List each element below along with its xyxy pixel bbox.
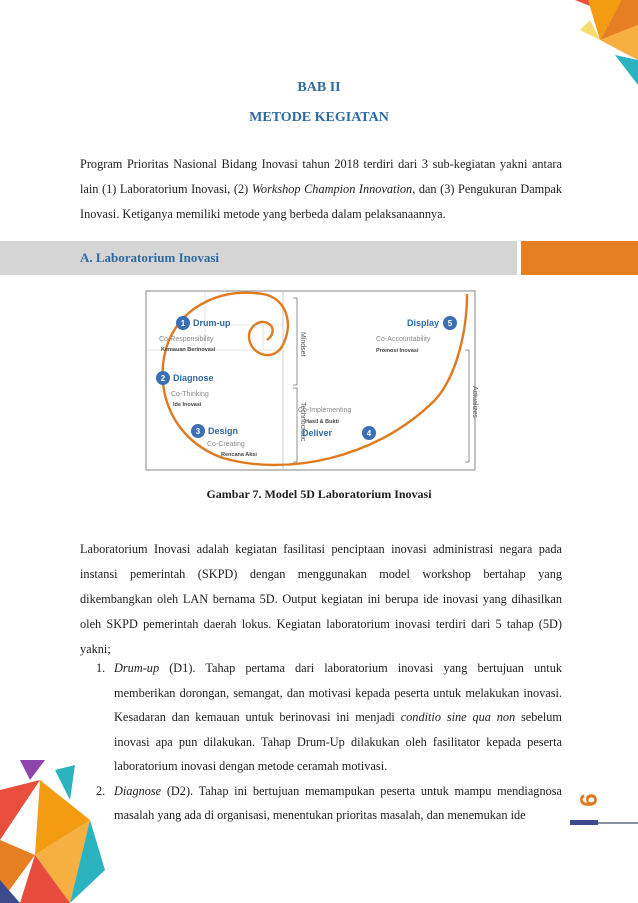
list-item-term: Diagnose bbox=[114, 783, 162, 798]
stage-3-co: Co-Creating bbox=[207, 441, 245, 448]
top-right-decoration bbox=[560, 0, 638, 90]
stage-1-sub: Kemauan Berinovasi bbox=[161, 347, 216, 353]
page-number: 9 bbox=[574, 793, 601, 807]
page-rule-accent bbox=[570, 820, 598, 825]
stage-list bbox=[80, 656, 562, 828]
list-item-term: Drum-up bbox=[114, 661, 160, 675]
chapter-title: METODE KEGIATAN bbox=[249, 110, 389, 125]
stage-2-number: 2 bbox=[160, 374, 166, 383]
stage-3-sub: Rencana Aksi bbox=[221, 452, 257, 458]
stage-2-name: Diagnose bbox=[173, 373, 214, 383]
stage-2-co: Co-Thinking bbox=[171, 391, 209, 398]
list-item-text-continued: sebelum inovasi apa pun dilakukan. Tahap Drum-Up dilakukan oleh fasilitator kepada peserta laboratorium inovasi dengan metode ceramah motivasi. bbox=[114, 710, 562, 773]
intro-text-italic: Workshop Champion Innovation bbox=[251, 182, 413, 196]
list-item-text: (D2). Tahap ini bertujuan memampukan peserta untuk mampu mendiagnosa masalah yang ada di organisasi, menentukan prioritas masalah, dan menemukan ide bbox=[114, 783, 562, 822]
stage-5-name: Display bbox=[407, 318, 440, 328]
technocratic-label: Technocratic bbox=[299, 402, 306, 442]
stage-1-number: 1 bbox=[180, 319, 186, 328]
stage-5-number: 5 bbox=[447, 319, 453, 328]
stage-4-number: 4 bbox=[366, 429, 372, 438]
stage-4-sub: Hasil & Bukti bbox=[305, 419, 339, 425]
intro-text-part2: , dan (3) Pengukuran Dampak Inovasi. Ketiganya memiliki metode yang berbeda dalam pelaksanaannya. bbox=[80, 182, 562, 221]
list-item-number: 1. bbox=[96, 661, 106, 675]
list-item bbox=[80, 656, 562, 779]
list-item-italic: conditio sine qua non bbox=[400, 710, 516, 724]
model-5d-figure bbox=[145, 290, 476, 471]
list-item-number: 2. bbox=[96, 783, 106, 798]
stage-1-name: Drum-up bbox=[193, 318, 231, 328]
stage-4-co: Co-Implementing bbox=[298, 407, 352, 414]
list-item-text: (D1). Tahap pertama dari laboratorium inovasi yang bertujuan untuk memberikan dorongan, semangat, dan motivasi kepada peserta untuk melakukan inovasi. Kesadaran dan kemauan untuk berinovasi ini menjadi bbox=[114, 661, 562, 724]
stage-3-number: 3 bbox=[195, 427, 201, 436]
section-bar bbox=[0, 241, 517, 275]
list-item bbox=[80, 779, 562, 828]
figure-caption: Gambar 7. Model 5D Laboratorium Inovasi bbox=[206, 487, 432, 501]
section-title: A. Laboratorium Inovasi bbox=[80, 250, 220, 265]
stage-5-co: Co-Accountability bbox=[376, 336, 431, 343]
section-accent-block bbox=[521, 241, 638, 275]
stage-1-co: Co-Responsibility bbox=[159, 336, 214, 343]
intro-paragraph bbox=[80, 152, 562, 227]
body-paragraph: Laboratorium Inovasi adalah kegiatan fasilitasi penciptaan inovasi administrasi negara pada instansi pemerintah (SKPD) dengan menggunakan model workshop bertahap yang dikembangkan oleh LAN bernama 5D. Output kegiatan ini berupa ide inovasi yang dihasilkan oleh SKPD pemerintah daerah lokus. Kegiatan laboratorium inovasi terdiri dari 5 tahap (5D) yakni; bbox=[80, 542, 562, 656]
chapter-heading: BAB II bbox=[297, 80, 341, 95]
stage-2-sub: Ide Inovasi bbox=[173, 402, 202, 408]
actualizes-label: Actualizes bbox=[471, 386, 478, 418]
intro-text-part1: Program Prioritas Nasional Bidang Inovasi tahun 2018 terdiri dari 3 sub-kegiatan yakni antara lain (1) Laboratorium Inovasi, (2) bbox=[80, 157, 562, 196]
stage-3-name: Design bbox=[208, 426, 239, 436]
stage-5-sub: Promosi Inovasi bbox=[376, 348, 419, 354]
mindset-label: Mindset bbox=[299, 332, 306, 357]
stage-4-name: Deliver bbox=[302, 428, 333, 438]
